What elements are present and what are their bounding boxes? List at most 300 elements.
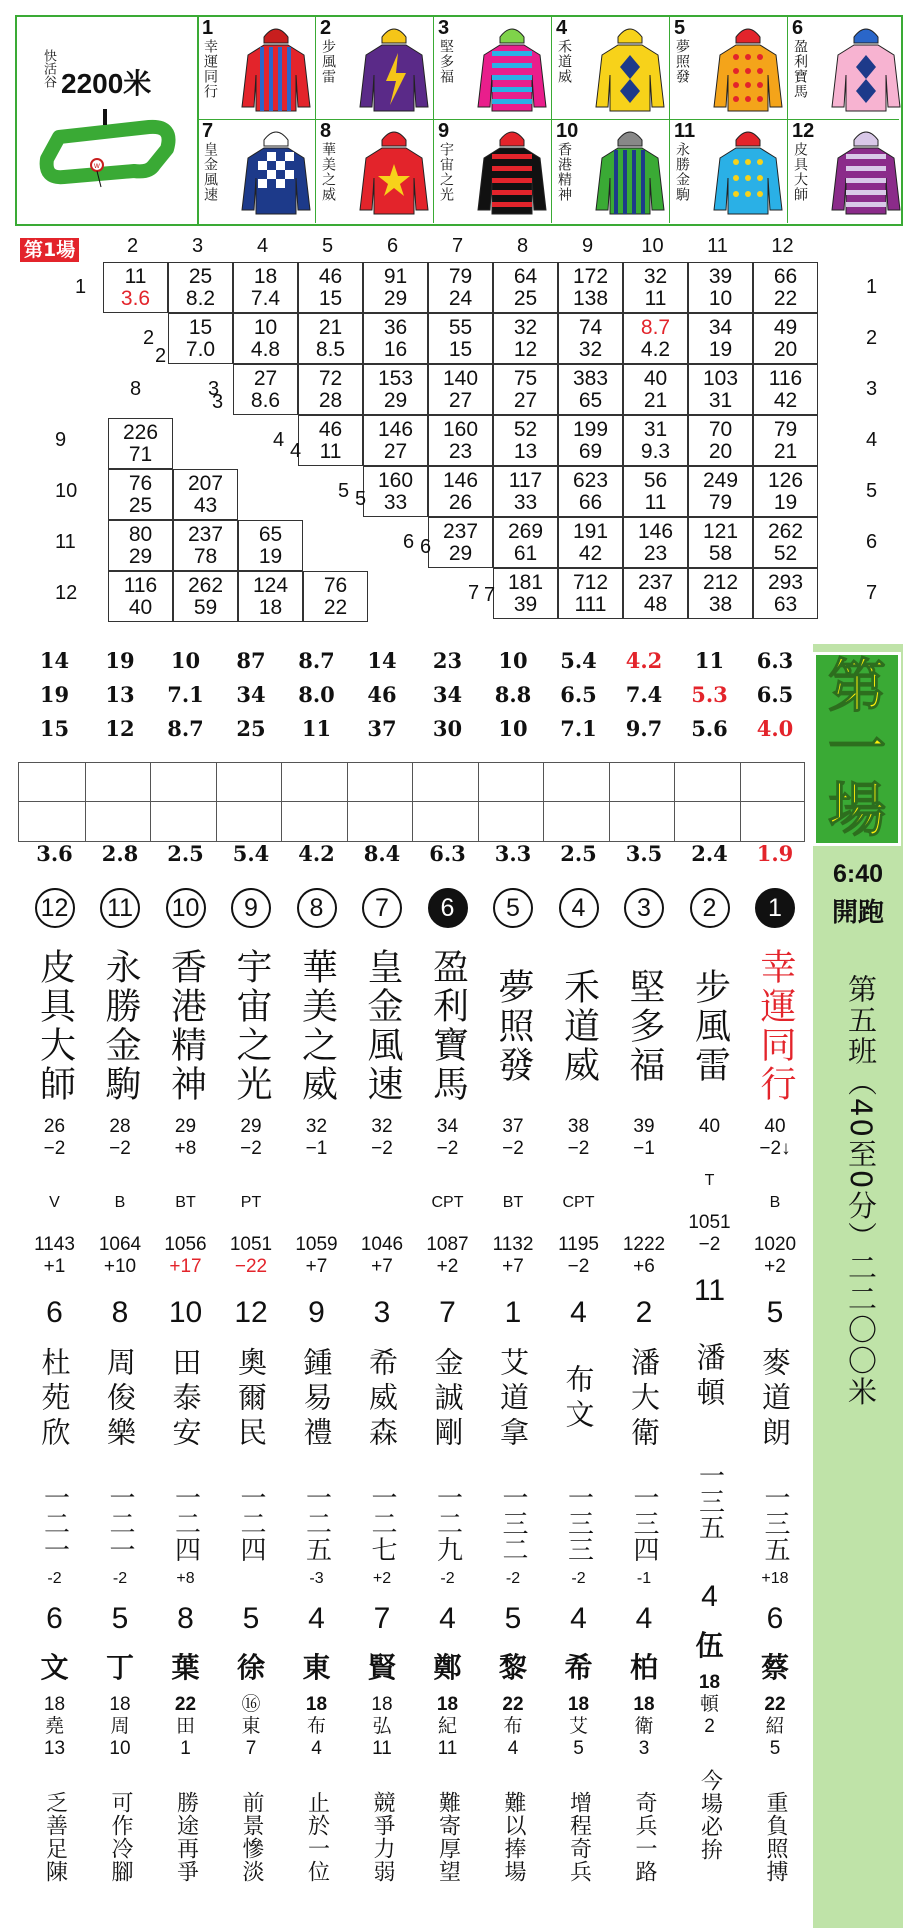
grid-value-top: 146	[637, 520, 674, 543]
grid-value-top: 36	[383, 316, 408, 339]
grid-cell	[168, 313, 233, 364]
draw: 6	[46, 1296, 63, 1329]
grid-cell	[108, 469, 173, 520]
grid-value-bottom: 7.4	[250, 287, 281, 310]
grid-value-top: 27	[253, 367, 278, 390]
jockey-rank: 一二一	[105, 1484, 135, 1562]
horse-column	[22, 888, 87, 1892]
rating: 29	[240, 1116, 262, 1137]
grid-value-bottom: 23	[643, 542, 668, 565]
weight: 1059	[295, 1234, 338, 1255]
win-odds-value: 3.6	[36, 841, 73, 866]
comment: 可作冷腳	[108, 1791, 133, 1883]
horse-number: 3	[438, 17, 450, 39]
horse-name: 禾道威	[558, 967, 600, 1085]
grid-value-bottom: 52	[773, 542, 798, 565]
horse-column	[677, 888, 742, 1870]
grid-value-bottom: 19	[773, 491, 798, 514]
grid-value-bottom: 25	[513, 287, 538, 310]
horse-column	[284, 888, 349, 1892]
grid-value-top: 66	[773, 265, 798, 288]
odds-value: 30	[432, 716, 463, 741]
stat-1: 18	[109, 1694, 131, 1715]
rating-change: −2↓	[759, 1138, 791, 1159]
horse-name: 夢照發	[493, 967, 534, 1085]
grid-value-top: 21	[318, 316, 343, 339]
grid-cell	[753, 568, 818, 619]
grid-value-top: 79	[773, 418, 798, 441]
jockey-rank: 一三五	[760, 1484, 790, 1562]
grid-cell	[688, 415, 753, 466]
jockey-name: 鍾易禮	[299, 1346, 334, 1452]
grid-cell	[233, 313, 298, 364]
grid-value-bottom: 10	[708, 287, 733, 310]
gear	[350, 1194, 415, 1214]
grid-cell	[623, 466, 688, 517]
jockey-diff	[677, 1546, 742, 1568]
grid-value-bottom: 18	[258, 596, 283, 619]
grid-right-label: 5	[866, 480, 878, 502]
grid-cell	[623, 262, 688, 313]
jockey-diff: -2	[112, 1570, 128, 1587]
weight: 1051	[688, 1212, 731, 1233]
grid-value-bottom: 27	[383, 440, 408, 463]
grid-value-bottom: 27	[448, 389, 473, 412]
grid-value-bottom: 8.6	[250, 389, 281, 412]
stat-1: 18	[567, 1694, 590, 1715]
stat-2: 布	[306, 1716, 326, 1737]
grid-cell	[558, 415, 623, 466]
stat-1: 22	[502, 1694, 524, 1715]
grid-col-header: 8	[516, 235, 529, 257]
grid-value-top: 49	[773, 316, 798, 339]
grid-cell	[493, 415, 558, 466]
odds-value: 7.1	[560, 716, 597, 741]
rating: 29	[174, 1116, 197, 1137]
jockey-cell	[433, 17, 551, 120]
horse-name: 華美之威	[296, 948, 338, 1104]
weight: 1195	[558, 1234, 599, 1255]
horse-number: 6	[792, 17, 804, 39]
odds-value: 8.7	[167, 716, 204, 741]
grid-value-bottom: 26	[448, 491, 473, 514]
draw: 9	[308, 1296, 325, 1329]
stat-2: 田	[175, 1716, 195, 1737]
stat-3: 4	[507, 1738, 519, 1759]
grid-value-bottom: 111	[574, 593, 607, 616]
jockey-rank: 一二五	[301, 1484, 332, 1562]
comment: 止於一位	[304, 1791, 330, 1883]
jockey-cell	[433, 120, 551, 223]
weight: 1222	[622, 1234, 666, 1255]
grid-value-top: 79	[448, 265, 473, 288]
jockey-silk-icon	[594, 25, 666, 115]
grid-value-top: 15	[188, 316, 213, 339]
grid-row-label: 1	[75, 276, 87, 298]
jockey-silk-icon	[240, 128, 312, 218]
odds-value: 8.0	[298, 682, 335, 707]
race-char: 場	[827, 776, 886, 844]
grid-left-label: 11	[55, 531, 76, 553]
grid-value-top: 262	[767, 520, 804, 543]
grid-cell	[493, 262, 558, 313]
jockey-rank: 一二四	[236, 1484, 266, 1562]
rating-change: −2	[240, 1138, 262, 1159]
trainer-draw: 7	[373, 1602, 391, 1635]
stat-3: 1	[180, 1738, 191, 1759]
grid-value-top: 116	[768, 367, 803, 390]
grid-cell	[298, 262, 363, 313]
grid-value-top: 18	[253, 265, 278, 288]
trainer-draw: 4	[701, 1580, 718, 1613]
trainer-draw: 6	[766, 1602, 784, 1635]
grid-right-label: 2	[866, 327, 878, 349]
odds-value: 6.5	[756, 682, 794, 707]
grid-sub-label: 7	[484, 584, 496, 606]
grid-value-bottom: 8.2	[185, 287, 216, 310]
stat-2: 艾	[568, 1716, 588, 1737]
race-char: 一	[827, 714, 886, 782]
jockey-silk-icon	[240, 25, 312, 115]
grid-value-top: 126	[767, 469, 804, 492]
stat-2: 頓	[699, 1694, 719, 1715]
grid-value-bottom: 19	[258, 545, 283, 568]
grid-value-top: 140	[442, 367, 479, 390]
gear: CPT	[431, 1194, 464, 1211]
stat-1: 22	[764, 1694, 786, 1715]
grid-value-top: 160	[442, 418, 479, 441]
grid-cell	[558, 466, 623, 517]
draw: 1	[504, 1296, 522, 1329]
grid-value-bottom: 78	[193, 545, 218, 568]
grid-value-top: 34	[708, 316, 733, 339]
grid-col-header: 10	[641, 235, 664, 257]
horse-number: 7	[202, 120, 214, 142]
grid-cell	[428, 313, 493, 364]
horse-number: 2	[320, 17, 332, 39]
horse-number: 5	[674, 17, 686, 39]
odds-value: 14	[367, 648, 397, 673]
horse-number: 9	[438, 120, 450, 142]
jockey-rank: 一二九	[432, 1484, 463, 1562]
grid-value-bottom: 21	[643, 389, 668, 412]
odds-value: 8.8	[494, 682, 532, 707]
grid-cell	[688, 466, 753, 517]
draw: 5	[766, 1296, 784, 1329]
grid-value-bottom: 13	[513, 440, 538, 463]
grid-col-header: 9	[581, 235, 594, 257]
horse-number: 12	[792, 120, 815, 142]
trainer-name: 丁	[105, 1651, 134, 1684]
jockey-silk-icon	[476, 128, 548, 218]
grid-value-top: 191	[572, 520, 609, 543]
grid-value-top: 103	[702, 367, 739, 390]
course-panel	[17, 17, 199, 224]
empty-grid-line	[216, 763, 217, 841]
horse-number: 11	[674, 120, 696, 142]
svg-text:w: w	[94, 161, 100, 170]
jockey-name: 周俊樂	[103, 1346, 137, 1452]
grid-cell	[108, 418, 173, 469]
grid-value-top: 237	[187, 523, 224, 546]
grid-value-bottom: 11	[319, 440, 342, 463]
horse-name: 宇宙之光	[438, 142, 454, 202]
win-odds-value: 5.4	[232, 841, 270, 866]
stat-2: 堯	[44, 1716, 64, 1737]
grid-value-bottom: 39	[513, 593, 538, 616]
grid-value-bottom: 20	[773, 338, 798, 361]
grid-cell	[558, 517, 623, 568]
grid-cell	[688, 364, 753, 415]
grid-row-label: 6	[403, 531, 415, 553]
jockey-name: 杜苑欣	[37, 1346, 72, 1452]
stat-3: 10	[109, 1738, 131, 1759]
grid-cell	[753, 313, 818, 364]
horse-name: 盈利寶馬	[792, 39, 808, 99]
grid-cell	[493, 568, 558, 619]
grid-value-bottom: 3.6	[120, 287, 151, 310]
draw: 10	[168, 1296, 203, 1329]
grid-value-bottom: 19	[708, 338, 733, 361]
jockey-cell	[669, 17, 787, 120]
win-odds-value: 2.4	[691, 841, 728, 866]
jockey-name: 金誠剛	[430, 1346, 465, 1452]
horse-column	[219, 888, 284, 1892]
grid-cell	[233, 262, 298, 313]
odds-value: 34	[236, 682, 266, 707]
horse-name: 永勝金駒	[674, 142, 690, 202]
odds-value: 7.4	[625, 682, 663, 707]
grid-value-top: 712	[572, 571, 609, 594]
win-odds-value: 6.3	[429, 841, 466, 866]
grid-row-label: 3	[208, 378, 220, 400]
horse-column	[481, 888, 546, 1892]
comment: 奇兵一路	[632, 1791, 657, 1883]
stat-3: 5	[769, 1738, 781, 1759]
jockey-cell	[197, 17, 315, 120]
grid-value-bottom: 32	[578, 338, 603, 361]
grid-cell	[108, 520, 173, 571]
grid-value-bottom: 42	[773, 389, 798, 412]
grid-value-bottom: 4.8	[250, 338, 281, 361]
horse-column	[153, 888, 218, 1892]
grid-cell	[623, 415, 688, 466]
comment: 難寄厚望	[435, 1791, 461, 1883]
weight: 1087	[426, 1234, 469, 1255]
grid-cell	[428, 364, 493, 415]
comment: 難以捧場	[501, 1791, 526, 1883]
horse-name: 步風雷	[320, 39, 336, 84]
horse-number-badge: 7	[362, 888, 402, 928]
horse-name: 皮具大師	[792, 142, 808, 202]
horse-number-badge: 9	[231, 888, 271, 928]
grid-sub-label: 5	[355, 488, 367, 510]
jockey-diff: -2	[440, 1570, 455, 1587]
win-odds-value: 2.5	[560, 841, 597, 866]
grid-value-bottom: 42	[578, 542, 603, 565]
grid-cell	[688, 262, 753, 313]
grid-value-bottom: 71	[128, 443, 153, 466]
gear: BT	[502, 1194, 524, 1211]
jockey-diff: -2	[505, 1570, 521, 1587]
rating-change: −1	[633, 1138, 655, 1159]
jockey-diff: +8	[176, 1570, 195, 1587]
trainer-draw: 4	[570, 1602, 587, 1635]
weight-change: −2	[698, 1234, 721, 1255]
weight-change: +2	[436, 1256, 459, 1277]
grid-value-bottom: 69	[578, 440, 603, 463]
horse-number-badge: 1	[755, 888, 795, 928]
win-odds-value: 8.4	[363, 841, 401, 866]
comment: 勝途再爭	[173, 1791, 199, 1883]
jockey-diff: +2	[372, 1570, 392, 1587]
grid-cell	[363, 262, 428, 313]
grid-value-bottom: 8.5	[315, 338, 346, 361]
jockey-silk-icon	[830, 25, 902, 115]
grid-cell	[753, 517, 818, 568]
grid-value-bottom: 40	[128, 596, 153, 619]
weight-change: +7	[305, 1256, 328, 1277]
grid-cell	[363, 466, 428, 517]
horse-number-badge: 5	[493, 888, 533, 928]
win-odds-value: 2.5	[167, 841, 204, 866]
grid-value-top: 65	[258, 523, 283, 546]
grid-value-top: 237	[637, 571, 674, 594]
grid-cell	[233, 364, 298, 415]
gear: B	[769, 1194, 781, 1211]
grid-row-label: 5	[338, 480, 350, 502]
trainer-name: 鄭	[433, 1651, 462, 1684]
grid-value-top: 146	[377, 418, 414, 441]
trainer-name: 賢	[367, 1651, 396, 1684]
weight: 1056	[164, 1234, 207, 1255]
odds-value: 11	[694, 648, 725, 673]
grid-cell	[428, 466, 493, 517]
draw: 12	[234, 1296, 268, 1329]
trainer-name: 東	[302, 1651, 331, 1684]
grid-cell	[168, 262, 233, 313]
stat-2: 布	[503, 1716, 523, 1737]
grid-sub-label: 4	[290, 440, 302, 462]
grid-value-top: 31	[643, 418, 668, 441]
grid-value-top: 52	[513, 418, 538, 441]
horse-name: 宇宙之光	[231, 948, 272, 1104]
grid-cell	[173, 469, 238, 520]
grid-cell	[363, 364, 428, 415]
horse-name: 堅多福	[624, 967, 665, 1085]
odds-value: 37	[367, 716, 397, 741]
grid-value-top: 293	[767, 571, 804, 594]
horse-name: 幸運同行	[755, 948, 796, 1104]
grid-value-top: 64	[513, 265, 538, 288]
trainer-name: 蔡	[760, 1651, 789, 1684]
stat-1: 18	[305, 1694, 328, 1715]
grid-value-bottom: 27	[513, 389, 538, 412]
weight-change: −22	[234, 1256, 268, 1277]
horse-number-badge: 12	[35, 888, 75, 928]
rating: 34	[436, 1116, 459, 1137]
race-number-box	[813, 652, 901, 846]
grid-value-top: 80	[128, 523, 153, 546]
trainer-name: 希	[564, 1651, 593, 1684]
grid-value-bottom: 12	[513, 338, 538, 361]
gear	[284, 1194, 349, 1214]
grid-value-bottom: 33	[383, 491, 408, 514]
comment: 前景慘淡	[239, 1791, 264, 1883]
grid-value-top: 46	[318, 265, 343, 288]
odds-value: 87	[236, 648, 266, 673]
grid-cell	[173, 520, 238, 571]
stat-2: 弘	[372, 1716, 392, 1737]
jockey-rank: 一二七	[367, 1484, 397, 1562]
stat-3: 11	[437, 1738, 458, 1759]
stat-3: 4	[311, 1738, 322, 1759]
stat-3: 5	[573, 1738, 584, 1759]
jockey-cell	[197, 120, 315, 223]
grid-value-top: 75	[513, 367, 538, 390]
trainer-draw: 8	[177, 1602, 194, 1635]
grid-right-label: 3	[866, 378, 878, 400]
grid-cell	[623, 517, 688, 568]
draw: 7	[439, 1296, 456, 1329]
rating: 28	[109, 1116, 131, 1137]
odds-value: 13	[105, 682, 135, 707]
grid-cell	[623, 364, 688, 415]
grid-value-top: 39	[708, 265, 733, 288]
win-odds-value: 2.8	[101, 841, 139, 866]
jockey-rank: 一三四	[629, 1484, 659, 1562]
empty-grid-line	[609, 763, 610, 841]
grid-value-bottom: 28	[318, 389, 343, 412]
grid-cell	[493, 364, 558, 415]
grid-value-top: 116	[123, 574, 158, 597]
grid-value-top: 249	[702, 469, 739, 492]
odds-value: 5.4	[560, 648, 597, 673]
rating-change: −2	[436, 1138, 459, 1159]
jockey-silk-icon	[830, 128, 902, 218]
grid-value-top: 153	[377, 367, 414, 390]
horse-number: 8	[320, 120, 332, 142]
grid-value-top: 199	[572, 418, 609, 441]
horse-name: 皮具大師	[34, 948, 76, 1104]
grid-value-bottom: 29	[383, 287, 408, 310]
grid-value-top: 70	[708, 418, 733, 441]
jockey-silk-icon	[712, 128, 784, 218]
odds-value: 6.3	[756, 648, 794, 673]
stat-2: 紀	[437, 1716, 457, 1737]
weight: 1064	[98, 1234, 142, 1255]
trainer-name: 黎	[498, 1651, 527, 1684]
grid-left-label: 8	[130, 378, 142, 400]
horse-name: 香港精神	[556, 142, 572, 202]
jockey-name: 麥道朗	[758, 1346, 792, 1452]
gear: T	[704, 1172, 715, 1189]
horse-column	[88, 888, 153, 1892]
stat-2: 衛	[634, 1716, 654, 1737]
race-class: 第五班（40至0分）二二〇〇米	[844, 974, 878, 1408]
gear: B	[114, 1194, 126, 1211]
grid-value-top: 146	[442, 469, 479, 492]
race-sidebar	[813, 644, 903, 1928]
horse-number: 10	[556, 120, 579, 142]
grid-value-top: 32	[643, 265, 668, 288]
empty-grid-line	[478, 763, 479, 841]
odds-value: 12	[105, 716, 135, 741]
grid-value-bottom: 66	[578, 491, 603, 514]
jockey-name: 奧爾民	[234, 1346, 268, 1452]
draw: 11	[693, 1274, 726, 1307]
stat-3: 7	[245, 1738, 257, 1759]
